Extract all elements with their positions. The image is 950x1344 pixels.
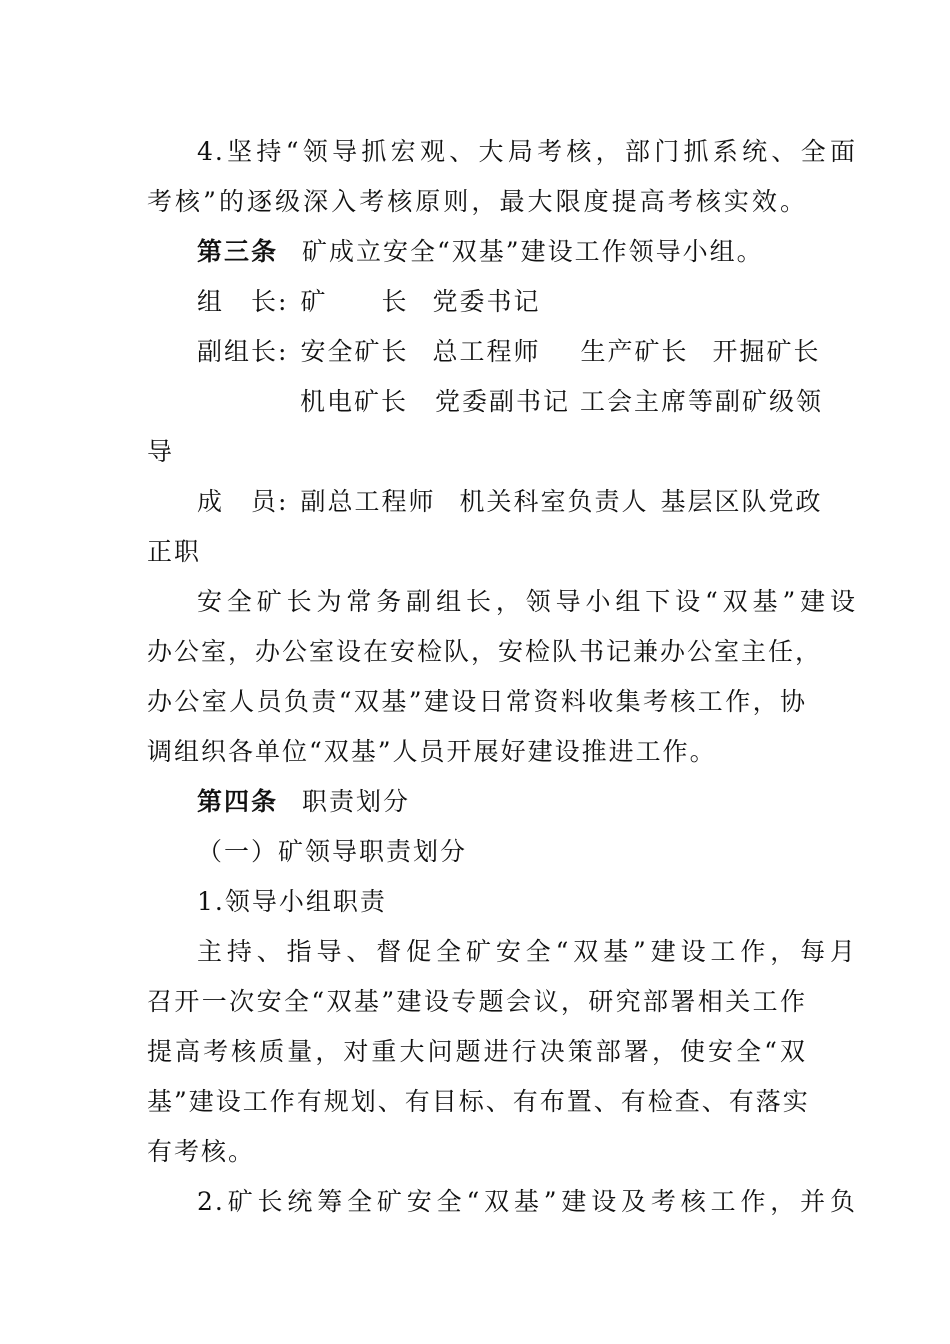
- deputy-item: 总工程师: [432, 337, 541, 366]
- deputy-continuation-end: 导: [147, 437, 175, 466]
- member-item: 副总工程师: [300, 487, 436, 516]
- paragraph-line: 办公室人员负责“双基”建设日常资料收集考核工作，协: [147, 687, 807, 716]
- member-item: 基层区队党政: [660, 487, 823, 516]
- article-4-heading: 第四条: [197, 787, 279, 816]
- article-4-line: [147, 782, 857, 822]
- deputy-item: 开掘矿长: [712, 337, 821, 366]
- member-item: 机关科室负责人: [459, 487, 649, 516]
- subsection-heading: 1.领导小组职责: [197, 887, 387, 916]
- paragraph-line: 提高考核质量，对重大问题进行决策部署，使安全“双: [147, 1037, 807, 1066]
- article-3-heading: 第三条: [197, 237, 279, 266]
- leader-name: 矿 长: [300, 287, 409, 316]
- article-4-text: 职责划分: [302, 787, 411, 816]
- paragraph-line: 基”建设工作有规划、有目标、有布置、有检查、有落实: [147, 1087, 810, 1116]
- members-label: 成 员:: [197, 487, 289, 516]
- paragraph-line: 主持、指导、督促全矿安全“双基”建设工作，每月: [197, 937, 857, 966]
- leader-second: 党委书记: [432, 287, 541, 316]
- leader-line: [147, 282, 857, 322]
- deputy-item: 生产矿长: [580, 337, 689, 366]
- paragraph-line: 2.矿长统筹全矿安全“双基”建设及考核工作，并负: [197, 1187, 857, 1216]
- deputy-label: 副组长:: [197, 337, 289, 366]
- deputy-item: 安全矿长: [300, 337, 409, 366]
- paragraph-line: 召开一次安全“双基”建设专题会议，研究部署相关工作: [147, 987, 807, 1016]
- members-continuation: 正职: [147, 537, 202, 566]
- leader-label: 组 长:: [197, 287, 289, 316]
- paragraph-line: 调组织各单位“双基”人员开展好建设推进工作。: [147, 737, 717, 766]
- deputy-continuation: 机电矿长 党委副书记 工会主席等副矿级领: [300, 387, 823, 416]
- paragraph-line: 办公室，办公室设在安检队，安检队书记兼办公室主任，: [147, 637, 823, 666]
- article-3-line: [147, 232, 857, 272]
- paragraph-line: 4.坚持“领导抓宏观、大局考核，部门抓系统、全面: [197, 137, 857, 166]
- paragraph-line: 安全矿长为常务副组长，领导小组下设“双基”建设: [197, 587, 857, 616]
- members-line: [147, 482, 857, 522]
- paragraph-line: 有考核。: [147, 1137, 256, 1166]
- paragraph-line: 考核”的逐级深入考核原则，最大限度提高考核实效。: [147, 187, 807, 216]
- deputy-line: [147, 332, 857, 372]
- article-3-text: 矿成立安全“双基”建设工作领导小组。: [302, 237, 764, 266]
- section-heading: （一）矿领导职责划分: [197, 837, 468, 866]
